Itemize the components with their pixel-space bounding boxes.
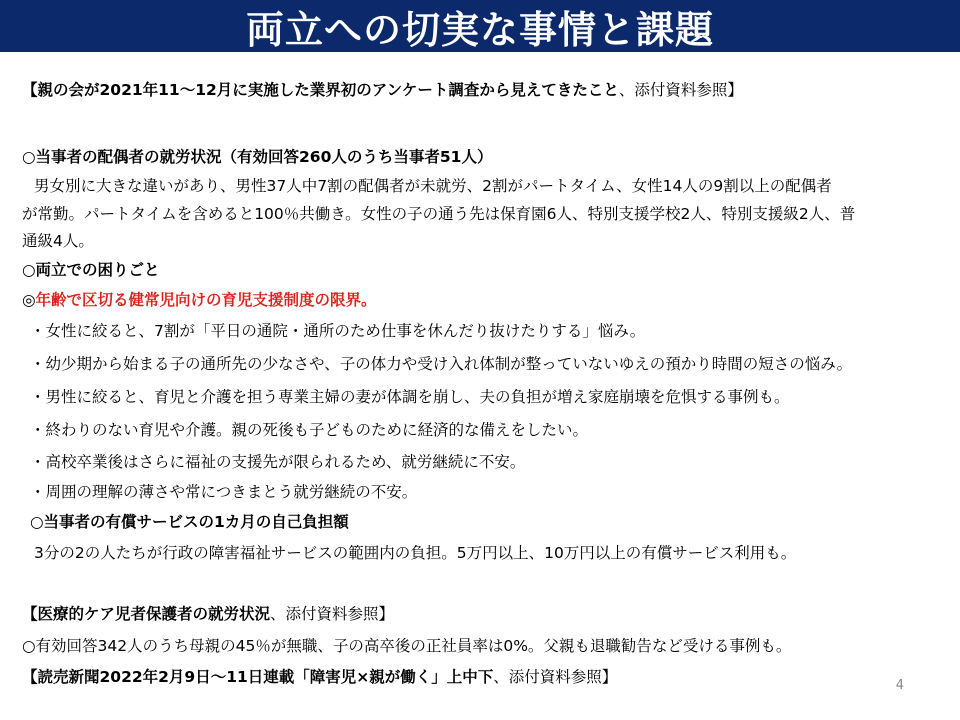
intro-bold: 【親の会が2021年11～12月に実施した業界初のアンケート調査から見えてきたこと <box>22 81 619 99</box>
section2-highlight <box>22 289 377 311</box>
section5-normal: 、添付資料参照】 <box>493 668 618 686</box>
bullet-3: ・男性に絞ると、育児と介護を担う専業主婦の妻が体調を崩し、夫の負担が増え家庭崩壊を危惧する事例も。 <box>30 388 790 406</box>
section4-heading-normal: 、添付資料参照】 <box>270 605 395 623</box>
bullet-1: ・女性に絞ると、7割が「平日の通院・通所のため仕事を休んだり抜けたりする」悩み。 <box>30 322 646 340</box>
section4-heading-bold: 【医療的ケア児者保護者の就労状況 <box>22 605 271 623</box>
page-number: 4 <box>895 678 904 693</box>
section1-line-1: 男女別に大きな違いがあり、男性37人中7割の配偶者が未就労、2割がパートタイム、女性14人の9割以上の配偶者 <box>34 177 832 195</box>
section1-line-2: が常勤。パートタイムを含めると100％共働き。女性の子の通う先は保育園6人、特別支援学校2人、特別支援級2人、普 <box>22 205 856 223</box>
bullet-4: ・終わりのない育児や介護。親の死後も子どものために経済的な備えをしたい。 <box>30 421 589 439</box>
section4-heading <box>22 603 394 625</box>
slide-title: 両立への切実な事情と課題 <box>245 7 714 52</box>
highlight-text: 年齢で区切る健常児向けの育児支援制度の限界。 <box>35 291 377 309</box>
section2-heading: ○両立での困りごと <box>22 261 160 279</box>
section5-line <box>22 666 617 688</box>
section3-heading: ○当事者の有償サービスの1カ月の自己負担額 <box>30 513 349 531</box>
highlight-mark: ◎ <box>22 291 36 309</box>
section1-heading: ○当事者の配偶者の就労状況（有効回答260人のうち当事者51人） <box>22 148 493 166</box>
title-bar <box>0 0 960 52</box>
bullet-2: ・幼少期から始まる子の通所先の少なさや、子の体力や受け入れ体制が整っていないゆえの預かり時間の短さの悩み。 <box>30 355 853 373</box>
section4-line: ○有効回答342人のうち母親の45％が無職、子の高卒後の正社員率は0%。父親も退職勧告など受ける事例も。 <box>22 637 792 655</box>
section3-line: 3分の2の人たちが行政の障害福祉サービスの範囲内の負担。5万円以上、10万円以上の有償サービス利用も。 <box>34 544 797 562</box>
bullet-5: ・高校卒業後はさらに福祉の支援先が限られるため、就労継続に不安。 <box>30 453 526 471</box>
intro-line <box>22 79 743 101</box>
intro-normal: 、添付資料参照】 <box>618 81 743 99</box>
section5-bold: 【読売新聞2022年2月9日～11日連載「障害児×親が働く」上中下 <box>22 668 494 686</box>
section1-line-3: 通級4人。 <box>22 232 94 250</box>
bullet-6: ・周囲の理解の薄さや常につきまとう就労継続の不安。 <box>30 483 418 501</box>
